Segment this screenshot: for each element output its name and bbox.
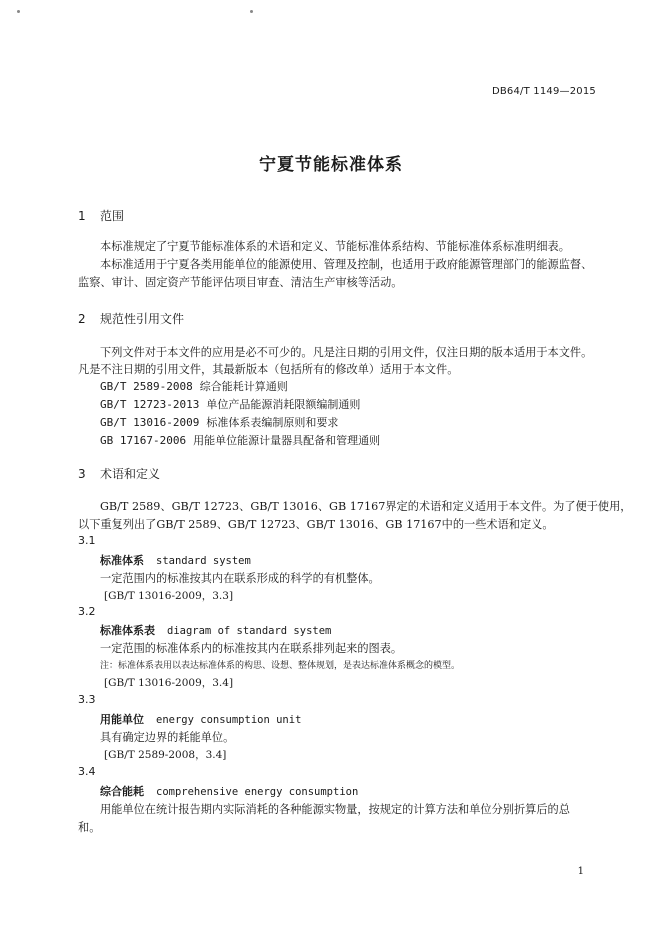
section-2-intro: 下列文件对于本文件的应用是必不可少的。凡是注日期的引用文件，仅注日期的版本适用于本文件。: [100, 346, 593, 359]
reference-item: [100, 396, 360, 412]
section-1-paragraph-2-cont: 监察、审计、固定资产节能评估项目审查、清洁生产审核等活动。: [78, 276, 403, 289]
reference-code: GB/T 13016-2009: [100, 416, 200, 429]
term-zh: 标准体系: [100, 554, 144, 567]
term-en: standard system: [156, 555, 251, 567]
term-number: 3.3: [78, 693, 96, 706]
term-zh: 用能单位: [100, 713, 144, 726]
section-2-intro-cont: 凡是不注日期的引用文件，其最新版本（包括所有的修改单）适用于本文件。: [78, 363, 459, 376]
scan-speck: [17, 10, 20, 13]
reference-item: [100, 378, 288, 394]
page-number: 1: [577, 866, 584, 877]
reference-item: [100, 432, 380, 448]
term-zh: 综合能耗: [100, 785, 144, 798]
term-en: diagram of standard system: [167, 625, 332, 637]
reference-item: [100, 414, 338, 430]
term-number: 3.1: [78, 534, 96, 547]
term-definition-cont: 和。: [78, 821, 101, 834]
term-source: [GB/T 13016-2009，3.4]: [104, 677, 234, 689]
term-note: 注：标准体系表用以表达标准体系的构思、设想、整体规划，是表达标准体系概念的模型。: [100, 661, 461, 671]
term-en: comprehensive energy consumption: [156, 786, 359, 798]
page-title: 宁夏节能标准体系: [259, 155, 403, 175]
section-number: 1: [78, 209, 86, 223]
reference-title: 综合能耗计算通则: [199, 380, 288, 393]
term-en: energy consumption unit: [156, 714, 302, 726]
scan-speck: [250, 10, 253, 13]
reference-title: 标准体系表编制原则和要求: [206, 416, 339, 429]
section-1-heading: [78, 207, 124, 224]
term-heading: [100, 552, 251, 568]
term-zh: 标准体系表: [100, 624, 155, 637]
reference-title: 用能单位能源计量器具配备和管理通则: [193, 434, 381, 447]
document-code: DB64/T 1149—2015: [491, 86, 596, 97]
section-3-intro-cont: 以下重复列出了GB/T 2589、GB/T 12723、GB/T 13016、GB 17167中的一些术语和定义。: [78, 518, 554, 531]
term-heading: [100, 622, 331, 638]
section-number: 2: [78, 312, 86, 326]
term-definition: 用能单位在统计报告期内实际消耗的各种能源实物量，按规定的计算方法和单位分别折算后的总: [100, 803, 570, 816]
term-definition: 一定范围内的标准按其内在联系形成的科学的有机整体。: [100, 572, 380, 585]
term-number: 3.4: [78, 765, 96, 778]
reference-code: GB/T 2589-2008: [100, 380, 193, 393]
section-3-intro: GB/T 2589、GB/T 12723、GB/T 13016、GB 17167界定的术语和定义适用于本文件。为了便于使用，: [100, 500, 632, 513]
section-2-heading: [78, 310, 184, 327]
term-source: [GB/T 13016-2009，3.3]: [104, 590, 234, 602]
section-number: 3: [78, 467, 86, 481]
section-1-paragraph-2: 本标准适用于宁夏各类用能单位的能源使用、管理及控制，也适用于政府能源管理部门的能源监督、: [100, 258, 593, 271]
term-heading: [100, 711, 301, 727]
term-heading: [100, 783, 358, 799]
term-number: 3.2: [78, 605, 96, 618]
section-title: 范围: [100, 209, 125, 223]
reference-code: GB 17167-2006: [100, 434, 187, 447]
term-definition: 一定范围的标准体系内的标准按其内在联系排列起来的图表。: [100, 642, 403, 655]
reference-title: 单位产品能源消耗限额编制通则: [206, 398, 361, 411]
section-title: 规范性引用文件: [100, 312, 185, 326]
term-source: [GB/T 2589-2008，3.4]: [104, 749, 227, 761]
reference-code: GB/T 12723-2013: [100, 398, 200, 411]
section-3-heading: [78, 465, 160, 482]
section-1-paragraph-1: 本标准规定了宁夏节能标准体系的术语和定义、节能标准体系结构、节能标准体系标准明细表。: [100, 240, 570, 253]
term-definition: 具有确定边界的耗能单位。: [100, 731, 235, 744]
section-title: 术语和定义: [100, 467, 161, 481]
